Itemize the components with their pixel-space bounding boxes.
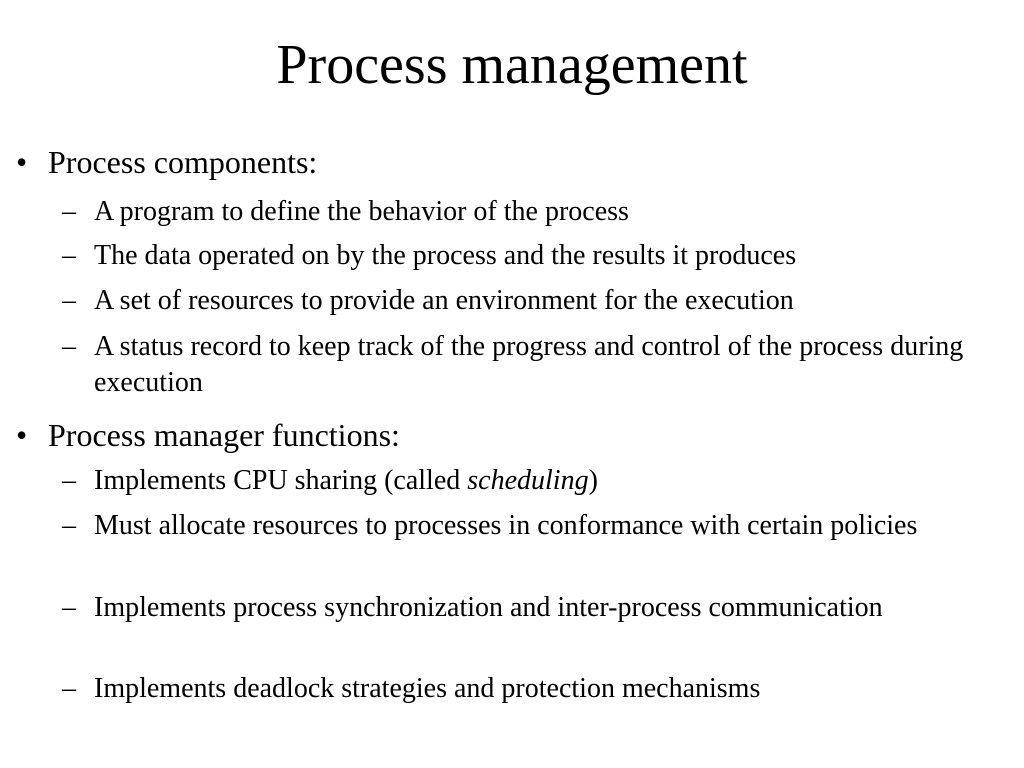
sub-item-text: A program to define the behavior of the process xyxy=(94,196,629,227)
sub-item-text: Implements process synchronization and inter-process communication xyxy=(94,592,883,623)
dash-icon: – xyxy=(62,240,76,271)
emphasis-scheduling: scheduling xyxy=(467,465,589,496)
sub-item-text xyxy=(94,463,1002,499)
sub-item-text-after: ) xyxy=(588,465,598,496)
dash-icon: – xyxy=(62,331,76,362)
sub-item-text-before: Implements CPU sharing (called xyxy=(94,465,468,496)
dash-icon: – xyxy=(62,510,76,541)
sub-item xyxy=(62,671,1002,707)
dash-icon: – xyxy=(62,592,76,623)
bullet-heading: Process manager functions: xyxy=(48,417,400,453)
sub-item-text: A set of resources to provide an environment for the execution xyxy=(94,285,794,316)
sub-item xyxy=(62,590,1002,626)
dash-icon: – xyxy=(62,196,76,227)
dash-icon: – xyxy=(62,673,76,704)
bullet-icon: • xyxy=(16,417,28,453)
sub-item xyxy=(62,508,1002,544)
sub-item-text: The data operated on by the process and the results it produces xyxy=(94,240,797,271)
sub-item xyxy=(62,283,1002,319)
sub-item-text: Implements deadlock strategies and protection mechanisms xyxy=(94,673,761,704)
slide-title: Process management xyxy=(276,34,748,96)
sub-item-text: A status record to keep track of the progress and control of the process during execution xyxy=(94,331,964,398)
bullet-icon: • xyxy=(16,144,28,180)
bullet-process-components xyxy=(16,143,1006,181)
dash-icon: – xyxy=(62,285,76,316)
sub-item xyxy=(62,463,1002,499)
sub-item-text: Must allocate resources to processes in conformance with certain policies xyxy=(94,510,918,541)
bullet-process-manager-functions xyxy=(16,416,1006,454)
bullet-heading: Process components: xyxy=(48,144,318,180)
sub-item xyxy=(62,329,1002,401)
sub-item xyxy=(62,238,1002,274)
sub-item xyxy=(62,194,1002,230)
dash-icon: – xyxy=(62,465,76,496)
